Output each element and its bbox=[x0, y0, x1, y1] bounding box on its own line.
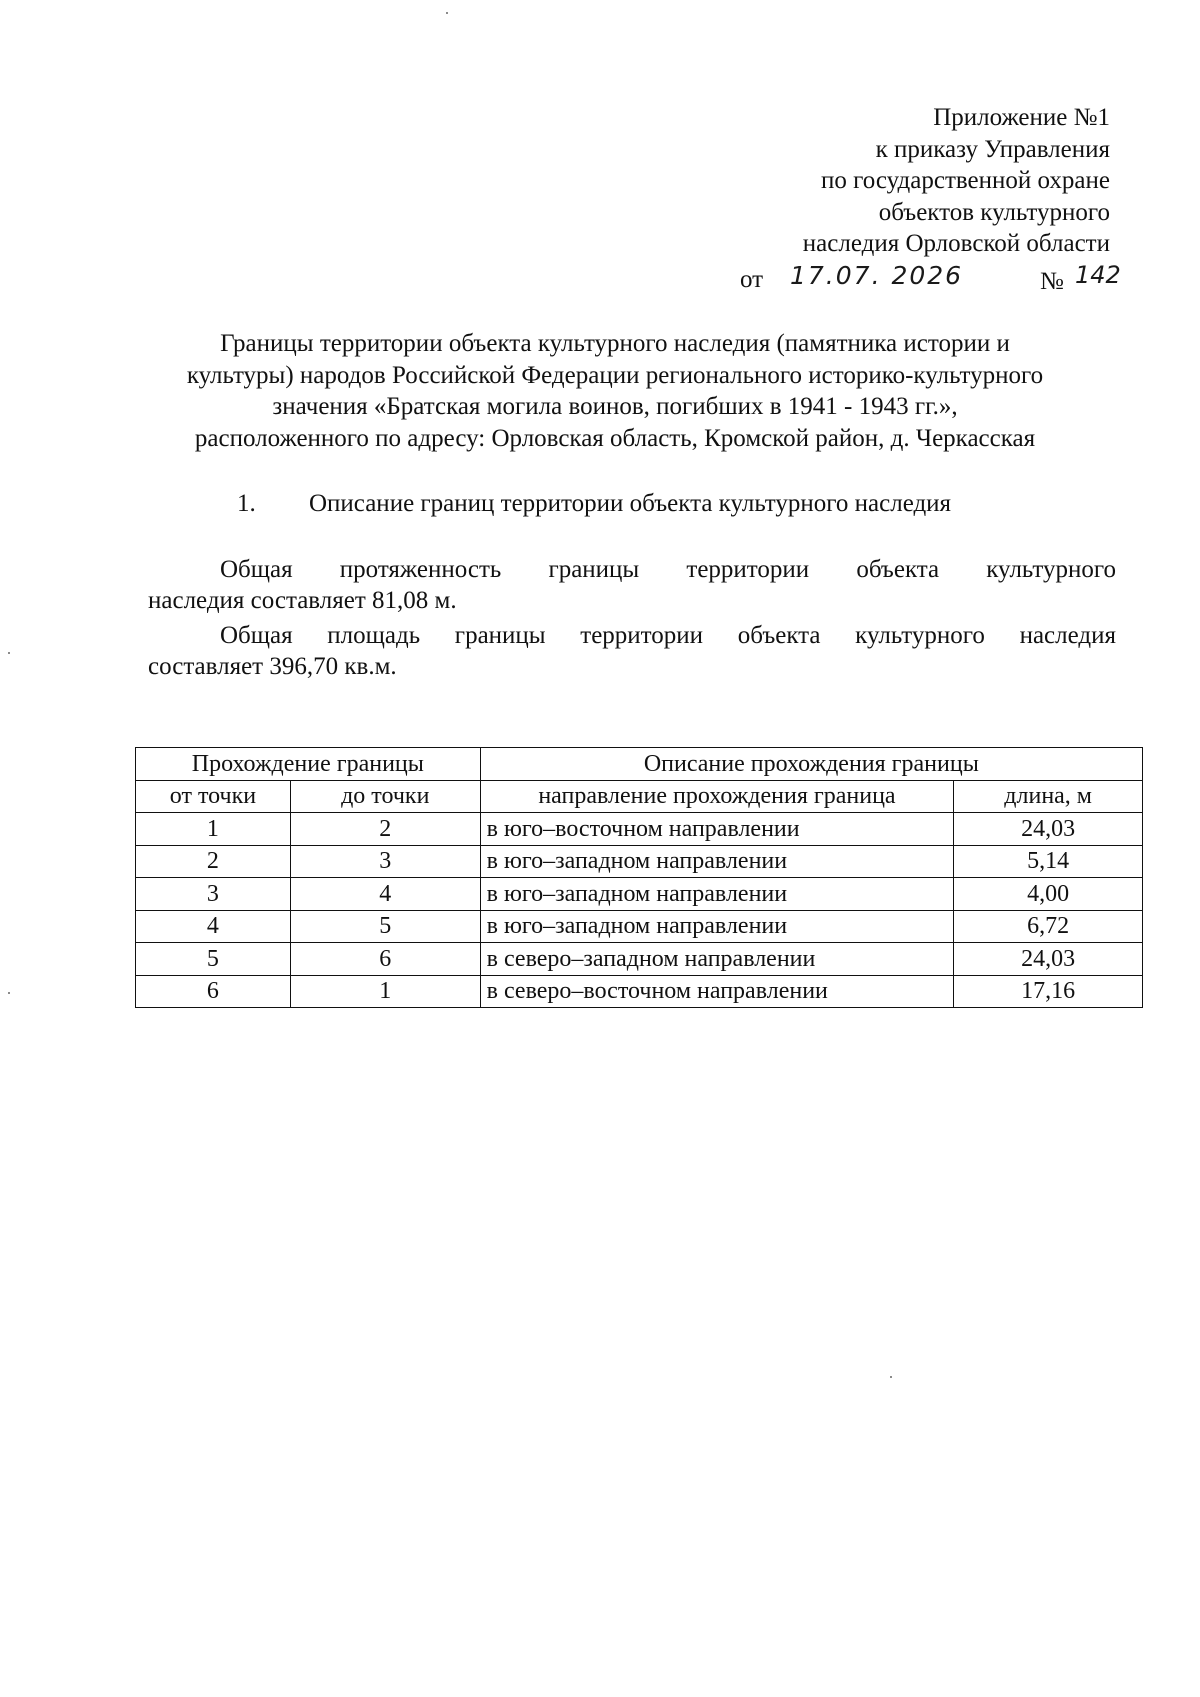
column-header-length: длина, м bbox=[954, 780, 1143, 813]
appendix-line: объектов культурного bbox=[878, 198, 1110, 226]
cell-length: 24,03 bbox=[954, 943, 1143, 976]
cell-to: 3 bbox=[290, 845, 480, 878]
paragraph-line: наследия составляет 81,08 м. bbox=[148, 587, 457, 614]
cell-direction: в юго–западном направлении bbox=[480, 845, 954, 878]
paragraph-length bbox=[148, 554, 1116, 616]
appendix-line: по государственной охране bbox=[820, 167, 1110, 194]
cell-from: 1 bbox=[136, 813, 291, 846]
cell-from: 6 bbox=[136, 975, 291, 1008]
number-prefix: № bbox=[1040, 267, 1064, 295]
cell-length: 24,03 bbox=[954, 813, 1143, 846]
section-heading bbox=[237, 490, 951, 518]
cell-direction: в юго–восточном направлении bbox=[480, 813, 954, 846]
title-line: культуры) народов Российской Федерации регионального историко-культурного bbox=[186, 361, 1044, 389]
cell-from: 4 bbox=[136, 910, 291, 943]
appendix-header bbox=[740, 102, 1121, 295]
cell-direction: в северо–западном направлении bbox=[480, 943, 954, 976]
cell-direction: в юго–западном направлении bbox=[480, 878, 954, 911]
cell-length: 6,72 bbox=[954, 910, 1143, 943]
scan-speck bbox=[8, 992, 10, 994]
appendix-line: Приложение №1 bbox=[933, 104, 1110, 131]
document-title bbox=[130, 328, 1100, 454]
cell-length: 4,00 bbox=[954, 878, 1143, 911]
paragraph-line: составляет 396,70 кв.м. bbox=[148, 653, 397, 680]
table-row bbox=[136, 910, 1143, 943]
table-group-header-row bbox=[136, 748, 1143, 781]
date-prefix: от bbox=[740, 265, 764, 293]
cell-length: 5,14 bbox=[954, 845, 1143, 878]
table-row bbox=[136, 878, 1143, 911]
paragraph-line: Общая площадь границы территории объекта культурного наследия bbox=[220, 622, 1116, 649]
boundary-table bbox=[135, 747, 1143, 1008]
cell-from: 3 bbox=[136, 878, 291, 911]
cell-to: 6 bbox=[290, 943, 480, 976]
scan-speck bbox=[890, 1376, 892, 1378]
title-line: расположенного по адресу: Орловская область, Кромской район, д. Черкасская bbox=[194, 424, 1036, 452]
cell-to: 5 bbox=[290, 910, 480, 943]
scan-speck bbox=[8, 652, 10, 654]
handwritten-date: 17.07. 2026 bbox=[790, 260, 964, 290]
appendix-line: наследия Орловской области bbox=[802, 230, 1110, 257]
table-row bbox=[136, 813, 1143, 846]
handwritten-order-number: 142 bbox=[1075, 260, 1121, 289]
cell-to: 1 bbox=[290, 975, 480, 1008]
cell-from: 2 bbox=[136, 845, 291, 878]
table-row bbox=[136, 845, 1143, 878]
cell-from: 5 bbox=[136, 943, 291, 976]
section-title: Описание границ территории объекта культурного наследия bbox=[309, 490, 952, 517]
title-line: значения «Братская могила воинов, погибших в 1941 - 1943 гг.», bbox=[272, 393, 958, 420]
paragraph-area bbox=[148, 620, 1116, 682]
table-row bbox=[136, 943, 1143, 976]
column-header-direction: направление прохождения граница bbox=[480, 780, 954, 813]
cell-length: 17,16 bbox=[954, 975, 1143, 1008]
table-sub-header-row bbox=[136, 780, 1143, 813]
scan-speck bbox=[446, 12, 448, 14]
order-date-number-line bbox=[740, 260, 1121, 295]
cell-direction: в юго–западном направлении bbox=[480, 910, 954, 943]
table-row bbox=[136, 975, 1143, 1008]
group-header-passage: Прохождение границы bbox=[136, 748, 481, 781]
column-header-from: от точки bbox=[136, 780, 291, 813]
group-header-description: Описание прохождения границы bbox=[480, 748, 1142, 781]
cell-to: 4 bbox=[290, 878, 480, 911]
title-line: Границы территории объекта культурного наследия (памятника истории и bbox=[220, 330, 1010, 357]
paragraph-line: Общая протяженность границы территории объекта культурного bbox=[220, 556, 1116, 583]
column-header-to: до точки bbox=[290, 780, 480, 813]
cell-direction: в северо–восточном направлении bbox=[480, 975, 954, 1008]
appendix-line: к приказу Управления bbox=[875, 135, 1110, 163]
cell-to: 2 bbox=[290, 813, 480, 846]
section-number: 1. bbox=[237, 490, 256, 517]
